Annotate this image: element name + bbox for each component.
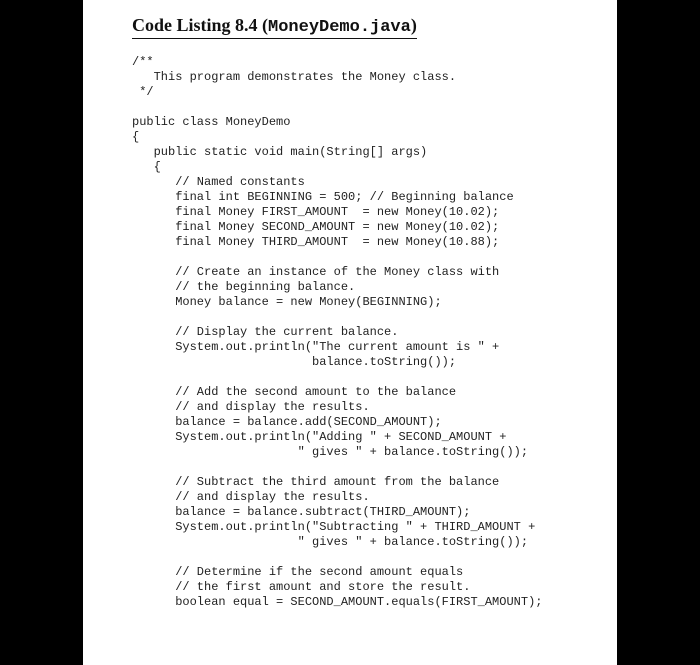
code-line: /** bbox=[132, 55, 154, 69]
code-line: { bbox=[132, 130, 140, 144]
code-line: System.out.println("The current amount is " + bbox=[132, 340, 500, 354]
code-line: System.out.println("Subtracting " + THIRD_AMOUNT + bbox=[132, 520, 536, 534]
code-line bbox=[132, 550, 542, 565]
code-line: " gives " + balance.toString()); bbox=[132, 535, 529, 549]
code-line: balance = balance.subtract(THIRD_AMOUNT); bbox=[132, 505, 471, 519]
code-line: " gives " + balance.toString()); bbox=[132, 445, 529, 459]
code-line: // and display the results. bbox=[132, 400, 370, 414]
code-line: // Create an instance of the Money class with bbox=[132, 265, 500, 279]
code-line bbox=[132, 310, 542, 325]
code-line: // the first amount and store the result. bbox=[132, 580, 471, 594]
code-line: public class MoneyDemo bbox=[132, 115, 291, 129]
code-line: { bbox=[132, 160, 161, 174]
code-line: // Determine if the second amount equals bbox=[132, 565, 464, 579]
code-line: balance = balance.add(SECOND_AMOUNT); bbox=[132, 415, 442, 429]
code-line: System.out.println("Adding " + SECOND_AMOUNT + bbox=[132, 430, 507, 444]
code-line: final Money THIRD_AMOUNT = new Money(10.88); bbox=[132, 235, 500, 249]
listing-heading bbox=[132, 15, 417, 39]
code-line: // Named constants bbox=[132, 175, 305, 189]
document-page bbox=[83, 0, 617, 665]
code-line: Money balance = new Money(BEGINNING); bbox=[132, 295, 442, 309]
code-line: // Add the second amount to the balance bbox=[132, 385, 457, 399]
code-line: balance.toString()); bbox=[132, 355, 457, 369]
code-line: // the beginning balance. bbox=[132, 280, 356, 294]
code-line bbox=[132, 370, 542, 385]
code-line: public static void main(String[] args) bbox=[132, 145, 428, 159]
code-listing bbox=[132, 55, 542, 610]
listing-heading-prefix: Code Listing 8.4 ( bbox=[132, 15, 269, 35]
code-line: // Display the current balance. bbox=[132, 325, 399, 339]
code-line bbox=[132, 250, 542, 265]
code-line bbox=[132, 460, 542, 475]
code-line: // and display the results. bbox=[132, 490, 370, 504]
code-line: final Money FIRST_AMOUNT = new Money(10.02); bbox=[132, 205, 500, 219]
code-line: final Money SECOND_AMOUNT = new Money(10.02); bbox=[132, 220, 500, 234]
listing-heading-filename: MoneyDemo.java bbox=[268, 18, 411, 37]
listing-heading-suffix: ) bbox=[410, 15, 417, 35]
code-line: */ bbox=[132, 85, 154, 99]
code-line: final int BEGINNING = 500; // Beginning balance bbox=[132, 190, 514, 204]
code-line: // Subtract the third amount from the balance bbox=[132, 475, 500, 489]
code-line: boolean equal = SECOND_AMOUNT.equals(FIRST_AMOUNT); bbox=[132, 595, 543, 609]
code-line: This program demonstrates the Money class. bbox=[132, 70, 457, 84]
code-line bbox=[132, 100, 542, 115]
